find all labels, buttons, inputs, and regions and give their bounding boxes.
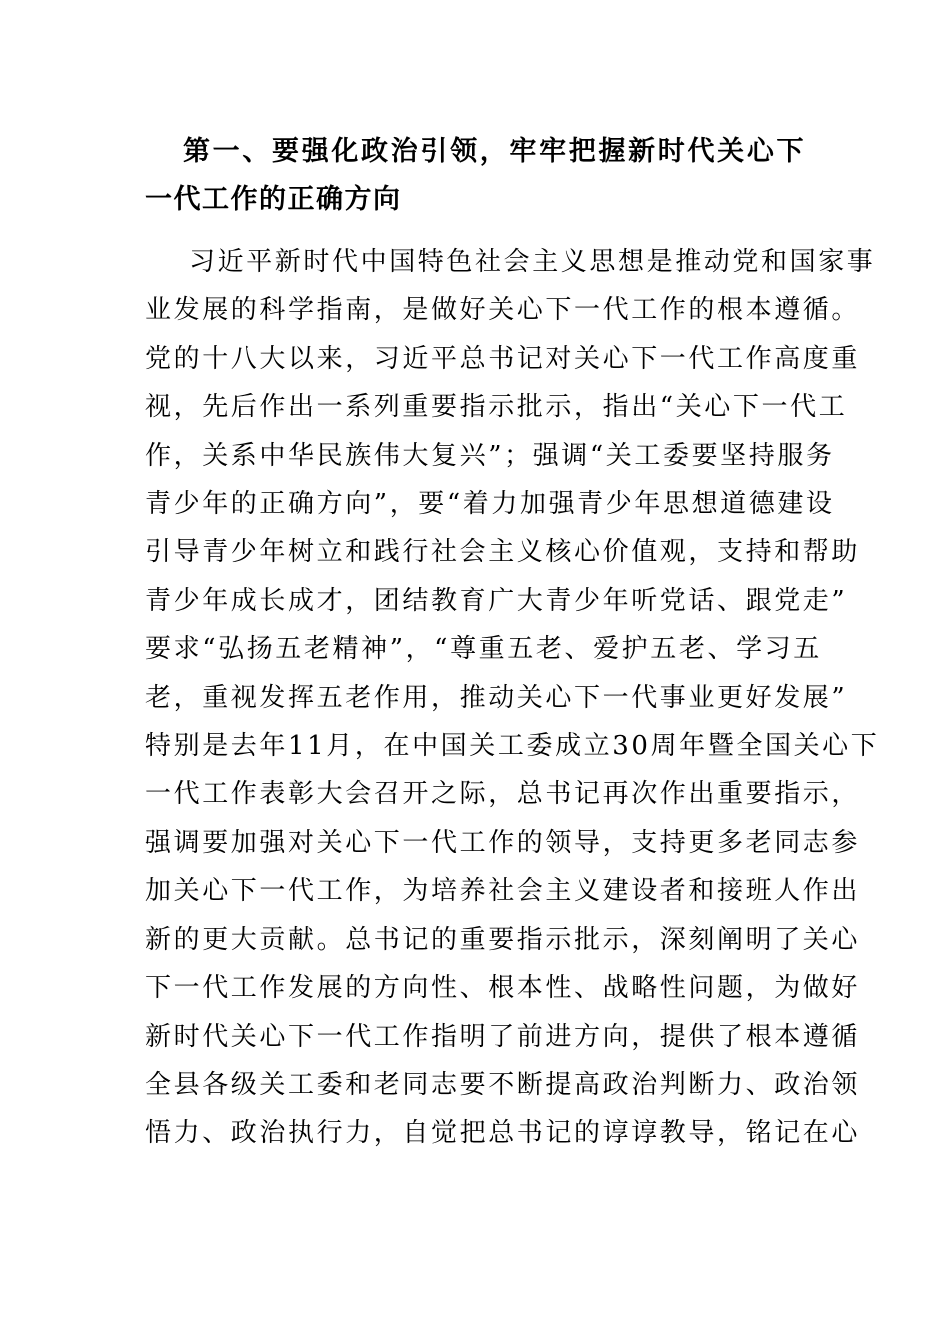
paragraph-line: 一代工作表彰大会召开之际，总书记再次作出重要指示，	[145, 779, 861, 810]
paragraph-line: 青少年成长成才，团结教育广大青少年听党话、跟党走”	[145, 585, 848, 616]
paragraph-line: 习近平新时代中国特色社会主义思想是推动党和国家事	[189, 247, 876, 277]
document-body	[145, 128, 880, 1158]
paragraph-line: 青少年的正确方向”，要“着力加强青少年思想道德建设	[145, 489, 835, 520]
paragraph-line: 业发展的科学指南，是做好关心下一代工作的根本遵循。	[145, 295, 861, 326]
paragraph-line: 强调要加强对关心下一代工作的领导，支持更多老同志参	[145, 827, 861, 858]
paragraph-line: 老，重视发挥五老作用，推动关心下一代事业更好发展”	[145, 682, 848, 713]
paragraph-line: 党的十八大以来，习近平总书记对关心下一代工作高度重	[145, 343, 861, 374]
paragraph-line: 全县各级关工委和老同志要不断提高政治判断力、政治领	[145, 1069, 861, 1100]
paragraph-line: 悟力、政治执行力，自觉把总书记的谆谆教导，铭记在心	[145, 1118, 861, 1149]
paragraph-line: 新时代关心下一代工作指明了前进方向，提供了根本遵循	[145, 1021, 861, 1052]
paragraph-line: 特别是去年11月，在中国关工委成立30周年暨全国关心下	[145, 731, 880, 762]
paragraph-line: 新的更大贡献。总书记的重要指示批示，深刻阐明了关心	[145, 924, 861, 955]
section-heading: 第一、要强化政治引领，牢牢把握新时代关心下一代工作的正确方向	[145, 136, 805, 215]
paragraph-line: 加关心下一代工作，为培养社会主义建设者和接班人作出	[145, 876, 861, 907]
paragraph-line: 下一代工作发展的方向性、根本性、战略性问题，为做好	[145, 973, 861, 1004]
paragraph-line: 作，关系中华民族伟大复兴”；强调“关工委要坚持服务	[145, 440, 835, 471]
paragraph-line: 引导青少年树立和践行社会主义核心价值观，支持和帮助	[145, 537, 861, 568]
paragraph-line: 视，先后作出一系列重要指示批示，指出“关心下一代工	[145, 392, 848, 423]
body-paragraph	[145, 238, 880, 1158]
paragraph-line: 要求“弘扬五老精神”，“尊重五老、爱护五老、学习五	[145, 634, 822, 665]
